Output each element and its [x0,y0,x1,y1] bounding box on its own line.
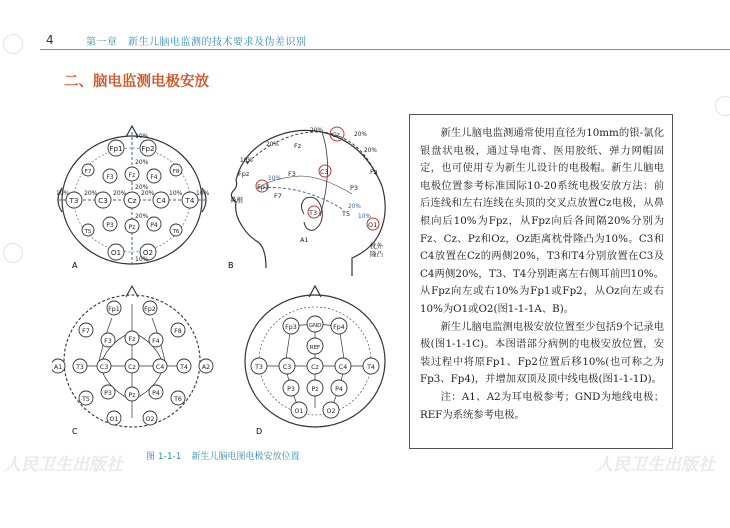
panel-label-d: D [256,427,263,436]
label-o1-a: O1 [110,248,122,257]
label-t5-a: T5 [84,229,92,235]
label-cz-b: Cz [332,131,340,139]
pct-b-0: 20% [310,128,323,134]
label-f4-a: F4 [150,174,158,181]
diagram-d [245,286,385,436]
label-c4-c: C4 [155,364,165,371]
header-rule [40,49,730,50]
label-c3-c: C3 [99,364,109,371]
label-o2-a: O2 [142,248,154,257]
description-panel [409,114,673,449]
label-fz-b: Fz [294,142,302,150]
pct-a-3: 20% [135,213,149,220]
label-c3-d: C3 [282,364,292,371]
label-t4-a: T4 [185,196,195,205]
landmark-nasion-b: 鼻根 [230,196,243,204]
pct-a-7: 20% [84,190,98,197]
label-p3-b: P3 [350,184,359,192]
label-f7-a: F7 [84,169,92,175]
label-t4-c: T4 [180,364,188,371]
label-fp1-c: Fp1 [108,306,120,313]
label-fp1-b: Fp1 [257,183,270,191]
label-f8-c: F8 [174,328,182,335]
diagram-c [52,286,213,436]
caption-number: 图 1-1-1 [146,452,182,462]
label-a1-b: A1 [300,236,309,244]
pct-a-9: 20% [141,190,155,197]
paragraph-note: 注：A1、A2为耳电极参考；GND为地线电极；REF为系统参考电极。 [420,390,664,421]
label-fp2-c: Fp2 [144,306,156,313]
diagram-a [56,126,210,270]
label-t6-c: T6 [174,396,182,403]
watermark-seal-right [715,96,730,116]
label-c4-a: C4 [156,196,166,205]
watermark-text-left: 人民卫生出版社 [4,455,123,475]
pct-b-3: 20% [364,148,377,154]
pct-a-1: 20% [135,159,149,166]
label-p3-a: P3 [106,222,114,229]
paragraph-electrode-placement: 新生儿脑电监测通常使用直径为10mm的银-氯化银盘状电极，通过导电膏、医用胶纸、弹力网帽固定，也可使用专为新生儿设计的电极帽。新生儿脑电电极位置参考标准国际10-20系统电极安放方法：前后连线和左右连线在头顶的交叉点放置Cz电极，从鼻根向后10%为Fpz，从Fpz向后各间隔20%分别为Fz、Cz、Pz和Oz，Oz距离枕骨隆凸为10%。C3和C4放置在Cz的两侧20%，T3和T4分别放置在C3及C4两侧20%，T3、T4分别距离左右侧耳前凹10%。从Fpz向左或右10%为Fp1或Fp2，从Oz向左或右10%为O1或O2(图1-1-1A、B)。 [420,127,664,315]
section-title: 二、脑电监测电极安放 [64,74,209,90]
label-cz-c: Cz [128,364,136,371]
label-fp1-a: Fp1 [109,144,123,153]
label-t3-d: T3 [255,364,263,371]
label-fpz-b: Fpz [238,170,250,178]
label-f3-b: F3 [288,170,296,178]
label-f8-a: F8 [172,169,180,175]
label-t3-a: T3 [69,196,79,205]
landmark-inion-2-b: 隆凸 [370,250,383,258]
label-f7-c: F7 [82,328,90,335]
label-o1-c: O1 [109,416,119,423]
label-fz-a: Fz [128,172,136,179]
label-pz-b: Pz [370,168,378,176]
page-number: 4 [46,33,54,47]
pct-a-10: 10% [169,190,183,197]
label-c4-d: C4 [338,364,348,371]
pct-a-2: 20% [135,184,149,191]
label-a1-c: A1 [53,364,63,371]
pct-b-6: 10% [268,176,281,182]
label-t5-c: T5 [82,396,90,403]
label-gnd-d: GND [308,323,322,329]
pct-a-5: 10% [56,190,70,197]
label-c3-a: C3 [98,196,108,205]
pct-b-5: 20% [348,204,361,210]
watermark-text-right: 人民卫生出版社 [596,455,715,475]
diagram-b [228,127,385,276]
panel-label-a: A [72,261,78,270]
watermark-seal-left [3,34,23,54]
label-a2-c: A2 [201,364,211,371]
label-fz-c: Fz [128,336,136,343]
label-p4-a: P4 [150,222,158,229]
caption-text: 新生儿脑电图电极安放位置 [191,452,300,462]
label-t3-b: T3 [309,209,318,217]
label-f7-b: F7 [274,192,282,200]
label-cz-d: Cz [311,364,319,371]
panel-label-b: B [228,261,234,270]
label-p3-c: P3 [104,390,112,397]
pct-a-8: 20% [113,190,127,197]
electrode-figure [52,118,397,448]
figure-caption [146,449,310,462]
label-cz-a: Cz [127,196,137,205]
watermark-seal-left-2 [3,243,23,263]
label-t6-a: T6 [172,229,180,235]
label-pz-a: Pz [128,224,136,231]
label-f3-c: F3 [104,338,112,345]
pct-b-2: 20% [266,142,279,148]
label-p3-d: P3 [287,386,295,393]
pct-a-6: 10% [196,190,210,197]
pct-b-4: 10% [240,158,253,164]
landmark-inion-1-b: 枕外 [370,242,383,250]
label-t3-c: T3 [76,364,84,371]
sagittal-arc-b [248,132,376,174]
label-o1-b: O1 [368,221,378,229]
label-ref-d: REF [309,345,321,351]
label-fp2-a: Fp2 [141,144,155,153]
label-pz-d: Pz [311,386,319,393]
label-fp4-d: Fp4 [333,324,345,331]
label-f3-a: F3 [106,174,114,181]
label-fp3-d: Fp3 [285,324,297,331]
label-f4-c: F4 [152,338,160,345]
label-p4-c: P4 [152,390,160,397]
label-t4-d: T4 [367,364,375,371]
electrode-diagrams [52,118,397,448]
label-pz-c: Pz [128,392,136,399]
panel-label-c: C [72,427,78,436]
paragraph-recording-electrodes: 新生儿脑电监测电极安放位置至少包括9个记录电极(图1-1-1C)。本图谱部分病例的电极安放位置，安装过程中将原Fp1、Fp2位置后移10%(也可称之为Fp3、Fp4)，并增加双顶及顶中线电极(图1-1-1D)。 [420,320,664,386]
pct-b-7: 10% [358,214,371,220]
pct-a-0: 10% [135,133,149,140]
pct-a-4: 10% [135,256,149,263]
label-t5-b: T5 [342,210,351,218]
label-o2-d: O2 [326,408,336,415]
label-c3-b: C3 [320,168,329,176]
label-p4-d: P4 [335,386,343,393]
pct-b-1: 20% [354,132,367,138]
chapter-title: 第一章 新生儿脑电监测的技术要求及伪差识别 [86,37,307,48]
label-o2-c: O2 [145,416,155,423]
label-o1-d: O1 [294,408,304,415]
